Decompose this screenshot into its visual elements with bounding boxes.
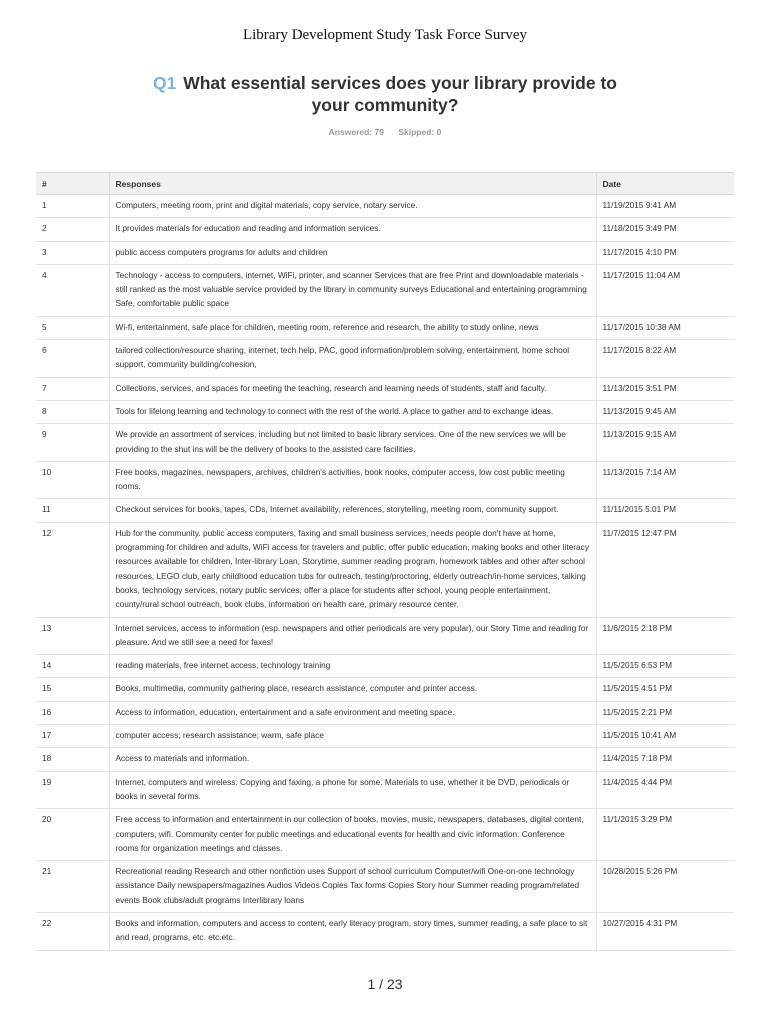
document-header: Library Development Study Task Force Survey bbox=[242, 27, 528, 43]
row-date: 11/13/2015 7:14 AM bbox=[596, 461, 734, 499]
row-response: Technology - access to computers, internet, WiFi, printer, and scanner Services that are free Print and downloadable materials - still ranked as the most valuable service provided by the library in community surveys Educational and entertaining programming Safe, comfortable public space bbox=[109, 264, 596, 316]
row-number: 18 bbox=[36, 748, 109, 771]
row-response: Checkout services for books, tapes, CDs, Internet availability, references, storytelling, meeting room, community support. bbox=[109, 499, 596, 522]
row-response: Access to information, education, entertainment and a safe environment and meeting space. bbox=[109, 701, 596, 724]
table-row bbox=[36, 771, 734, 809]
table-row bbox=[36, 241, 734, 264]
row-date: 10/27/2015 4:31 PM bbox=[596, 912, 734, 950]
table-row bbox=[36, 218, 734, 241]
row-number: 4 bbox=[36, 264, 109, 316]
table-row bbox=[36, 340, 734, 378]
row-number: 20 bbox=[36, 809, 109, 861]
column-header-responses: Responses bbox=[109, 173, 596, 195]
row-response: We provide an assortment of services, including but not limited to basic library services. One of the new services we will be providing to the shut ins will be the delivery of books to the assisted care facilities. bbox=[109, 424, 596, 462]
page-number: 1 / 23 bbox=[367, 976, 403, 992]
row-response: Collections, services, and spaces for meeting the teaching, research and learning needs of students, staff and faculty. bbox=[109, 377, 596, 400]
row-date: 11/5/2015 2:21 PM bbox=[596, 701, 734, 724]
row-number: 10 bbox=[36, 461, 109, 499]
table-row bbox=[36, 748, 734, 771]
row-number: 1 bbox=[36, 195, 109, 218]
row-response: Books, multimedia, community gathering place, research assistance, computer and printer access. bbox=[109, 678, 596, 701]
table-header-row bbox=[36, 173, 734, 195]
table-row bbox=[36, 861, 734, 913]
row-date: 11/11/2015 5:01 PM bbox=[596, 499, 734, 522]
column-header-date: Date bbox=[596, 173, 734, 195]
row-response: Tools for lifelong learning and technology to connect with the rest of the world. A place to gather and to exchange ideas. bbox=[109, 400, 596, 423]
table-row bbox=[36, 377, 734, 400]
row-response: It provides materials for education and reading and information services. bbox=[109, 218, 596, 241]
table-row bbox=[36, 617, 734, 655]
row-date: 11/19/2015 9:41 AM bbox=[596, 195, 734, 218]
row-date: 11/13/2015 9:15 AM bbox=[596, 424, 734, 462]
column-header-number: # bbox=[36, 173, 109, 195]
row-number: 17 bbox=[36, 725, 109, 748]
row-date: 11/4/2015 4:44 PM bbox=[596, 771, 734, 809]
row-number: 12 bbox=[36, 522, 109, 617]
question-number: Q1 bbox=[152, 73, 177, 93]
row-response: Computers, meeting room, print and digital materials, copy service, notary service. bbox=[109, 195, 596, 218]
table-row bbox=[36, 701, 734, 724]
row-number: 21 bbox=[36, 861, 109, 913]
question-text: What essential services does your library provide to your community? bbox=[183, 73, 617, 115]
row-date: 11/17/2015 11:04 AM bbox=[596, 264, 734, 316]
responses-table bbox=[36, 172, 734, 951]
row-number: 16 bbox=[36, 701, 109, 724]
row-number: 11 bbox=[36, 499, 109, 522]
table-row bbox=[36, 499, 734, 522]
row-date: 11/13/2015 3:51 PM bbox=[596, 377, 734, 400]
row-response: Access to materials and information. bbox=[109, 748, 596, 771]
row-number: 14 bbox=[36, 655, 109, 678]
row-number: 5 bbox=[36, 316, 109, 339]
response-counts bbox=[0, 127, 770, 137]
row-date: 11/7/2015 12:47 PM bbox=[596, 522, 734, 617]
row-response: Free books, magazines, newspapers, archives, children's activities, book nooks, computer access, low cost public meeting rooms. bbox=[109, 461, 596, 499]
row-number: 9 bbox=[36, 424, 109, 462]
row-response: Books and information, computers and access to content, early literacy program, story times, summer reading, a safe place to sit and read, programs, etc. etc.etc. bbox=[109, 912, 596, 950]
row-date: 11/5/2015 6:53 PM bbox=[596, 655, 734, 678]
row-date: 11/4/2015 7:18 PM bbox=[596, 748, 734, 771]
row-number: 22 bbox=[36, 912, 109, 950]
table-row bbox=[36, 316, 734, 339]
table-row bbox=[36, 195, 734, 218]
table-row bbox=[36, 461, 734, 499]
row-response: computer access; research assistance; warm, safe place bbox=[109, 725, 596, 748]
table-row bbox=[36, 522, 734, 617]
table-row bbox=[36, 400, 734, 423]
row-response: tailored collection/resource sharing, internet, tech help, PAC, good information/problem solving, entertainment, home school support, community building/cohesion, bbox=[109, 340, 596, 378]
question-title bbox=[135, 72, 635, 116]
row-number: 13 bbox=[36, 617, 109, 655]
row-number: 6 bbox=[36, 340, 109, 378]
row-date: 11/17/2015 4:10 PM bbox=[596, 241, 734, 264]
row-number: 2 bbox=[36, 218, 109, 241]
row-number: 8 bbox=[36, 400, 109, 423]
row-number: 3 bbox=[36, 241, 109, 264]
row-date: 11/17/2015 8:22 AM bbox=[596, 340, 734, 378]
row-response: Hub for the community. public access computers, faxing and small business services, needs people don't have at home, programming for children and adults, WiFi access for travelers and public, offer public education, making books and other literacy resources available for children, Inter-library Loan, Storytime, summer reading program, homework tables and other after school resources, LEGO club, early childhood education tubs for outreach, testing/proctoring, elderly outreach/in-home services, talking books, technology services, notary public services, offer a place for students after school, young people entertainment, county/rural school outreach, book clubs, information on health care, primary resource center. bbox=[109, 522, 596, 617]
row-date: 10/28/2015 5:26 PM bbox=[596, 861, 734, 913]
row-number: 7 bbox=[36, 377, 109, 400]
row-date: 11/5/2015 10:41 AM bbox=[596, 725, 734, 748]
row-date: 11/5/2015 4:51 PM bbox=[596, 678, 734, 701]
row-number: 15 bbox=[36, 678, 109, 701]
row-number: 19 bbox=[36, 771, 109, 809]
row-response: Internet, computers and wireless. Copying and faxing, a phone for some. Materials to use, whether it be DVD, periodicals or books in several forms. bbox=[109, 771, 596, 809]
answered-count: Answered: 79 bbox=[328, 127, 384, 137]
row-date: 11/17/2015 10:38 AM bbox=[596, 316, 734, 339]
table-row bbox=[36, 678, 734, 701]
row-response: Recreational reading Research and other nonfiction uses Support of school curriculum Computer/wifi One-on-one technology assistance Daily newspapers/magazines Audios Videos Copies Tax forms Copies Story hour Summer reading program/related events Book clubs/adult programs Interlibrary loans bbox=[109, 861, 596, 913]
table-row bbox=[36, 424, 734, 462]
table-row bbox=[36, 725, 734, 748]
row-response: Free access to information and entertainment in our collection of books, movies, music, newspapers, databases, digital content, computers, wifi. Community center for public meetings and educational events for health and civic information. Conference rooms for organization meetings and classes. bbox=[109, 809, 596, 861]
table-row bbox=[36, 655, 734, 678]
row-date: 11/6/2015 2:18 PM bbox=[596, 617, 734, 655]
row-response: reading materials, free internet access, technology training bbox=[109, 655, 596, 678]
table-row bbox=[36, 912, 734, 950]
row-response: public access computers programs for adults and children bbox=[109, 241, 596, 264]
table-row bbox=[36, 264, 734, 316]
row-date: 11/13/2015 9:45 AM bbox=[596, 400, 734, 423]
table-row bbox=[36, 809, 734, 861]
row-date: 11/1/2015 3:29 PM bbox=[596, 809, 734, 861]
skipped-count: Skipped: 0 bbox=[398, 127, 442, 137]
row-response: Wi-fi, entertainment, safe place for children, meeting room, reference and research, the ability to study online, news bbox=[109, 316, 596, 339]
row-date: 11/18/2015 3:49 PM bbox=[596, 218, 734, 241]
row-response: Internet services, access to information (esp. newspapers and other periodicals are very popular), our Story Time and reading for pleasure. And we still see a need for faxes! bbox=[109, 617, 596, 655]
